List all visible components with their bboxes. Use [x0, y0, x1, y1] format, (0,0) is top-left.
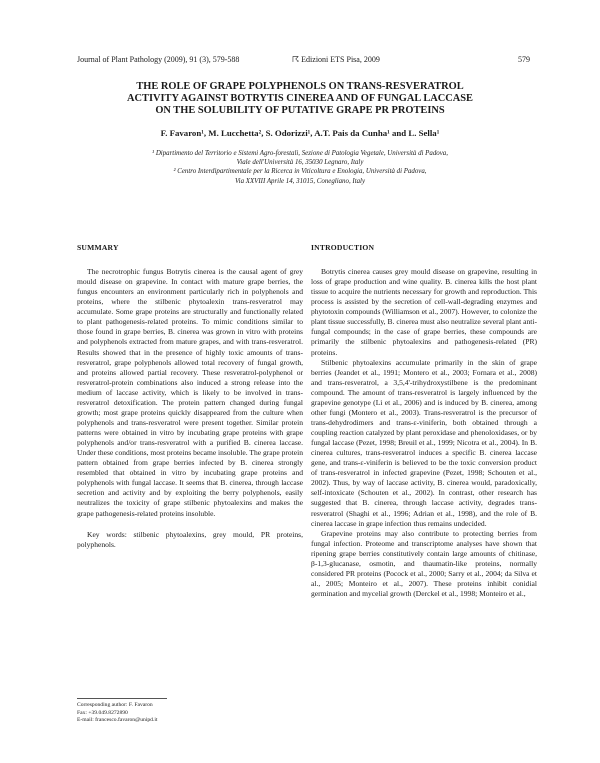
summary-heading: SUMMARY	[77, 243, 119, 252]
title-line: THE ROLE OF GRAPE POLYPHENOLS ON TRANS-RESVERATROL	[136, 81, 464, 92]
affiliations	[70, 149, 530, 186]
footnote-line: Fax: +39.049.8272890	[77, 709, 128, 716]
corresponding-author-footnote	[77, 702, 303, 725]
summary-column	[77, 243, 303, 550]
title-line: ACTIVITY AGAINST BOTRYTIS CINEREA AND OF FUNGAL LACCASE	[127, 93, 473, 105]
author-list: F. Favaron¹, M. Lucchetta², S. Odorizzi¹, A.T. Pais da Cunha¹ and L. Sella¹	[160, 128, 440, 138]
page-number: 579	[518, 55, 530, 64]
footnote-divider	[77, 698, 167, 699]
paper-title	[70, 81, 530, 118]
footnote-line: Corresponding author: F. Favaron	[77, 702, 153, 708]
intro-paragraph: Grapevine proteins may also contribute to protecting berries from fungal infection. Proteome and transcriptome analyses have shown that ripening grape berries constitutively contain large amounts of chitinase, β-1,3-glucanase, osmotin, and thaumatin-like proteins, normally considered PR proteins (Pocock et al., 2000; Sarry et al., 2004; da Silva et al., 2005; Monteiro et al., 2007). These proteins inhibit conidial germination and mycelial growth (Derckel et al., 1998; Monteiro et al.,	[311, 528, 537, 598]
affiliation-line: ¹ Dipartimento del Territorio e Sistemi Agro-forestali, Sezione di Patologia Vegetale, Università di Padova,	[152, 150, 448, 157]
introduction-column	[311, 243, 537, 599]
keywords: Key words: stilbenic phytoalexins, grey mould, PR proteins, polyphenols.	[77, 529, 303, 549]
intro-paragraph: Stilbenic phytoalexins accumulate primarily in the skin of grape berries (Jeandet et al., 1991; Montero et al., 2003; Fornara et al., 2008) and trans-resveratrol, a 3,5,4'-trihydroxystilbene is the predominant compound. The amount of trans-resveratrol is largely influenced by the grapevine genotype (Li et al., 2006) and is induced by B. cinerea, among other fungi (Montero et al., 2003). Trans-resveratrol is the precursor of trans-dehydrodimers and trans-ε-viniferin, both obtained through a coupling reaction catalyzed by plant peroxidase and phenoloxidases, or by fungal laccase (Pezet, 1998; Breuil et al., 1999; Nicotra et al., 2004). In B. cinerea cultures, trans-resveratrol induces a specific B. cinerea laccase gene, and trans-ε-viniferin is believed to be the toxic conversion product of trans-resveratrol in infected grapevine (Pezet, 1998; Schouten et al., 2002). Thus, by way of laccase activity, B. cinerea would, paradoxically, self-intoxicate (Schouten et al., 2002). In contrast, other research has suggested that B. cinerea, through laccase activity, degrades trans-resveratrol (Shaghi et al., 1996; Adrian et al., 1998), and the role of B. cinerea laccase in grape infection thus remains undecided.	[311, 357, 537, 528]
publisher-name: Edizioni ETS Pisa, 2009	[301, 55, 380, 64]
intro-paragraph: Botrytis cinerea causes grey mould disease on grapevine, resulting in loss of grape production and wine quality. B. cinerea kills the host plant tissue to acquire the nutrients necessary for growth and reproduction. This process is assisted by the secretion of cell-wall-degrading enzymes and phytotoxin compounds (Williamson et al., 2007). However, to colonize the plant tissue successfully, B. cinerea must also neutralize several plant anti-fungal compounds; in the case of grape berries, these compounds are primarily the stilbenic phytoalexins and pathogenesis-related (PR) proteins.	[311, 267, 537, 357]
affiliation-line: Viale dell'Università 16, 35030 Legnaro, Italy	[236, 159, 364, 167]
publisher-logo-icon: ☈	[292, 55, 300, 64]
affiliation-line: ² Centro Interdipartimentale per la Ricerca in Viticoltura e Enologia, Università di Padova,	[173, 168, 427, 176]
footnote-line: E-mail: francesco.favaron@unipd.it	[77, 717, 158, 724]
journal-citation: Journal of Plant Pathology (2009), 91 (3), 579-588	[77, 55, 240, 64]
summary-text: The necrotrophic fungus Botrytis cinerea is the causal agent of grey mould disease on grapevine. In contact with mature grape berries, the fungus encounters an environment particularly rich in polyphenols and proteins, where the stilbenic phytoalexin trans-resveratrol may accumulate. Some grape proteins are structurally and functionally related to plant pathogenesis-related proteins. To mimic conditions similar to those found in grape berries, B. cinerea was grown in vitro with proteins and polyphenols extracted from mature grapes, and with trans-resveratrol. Results showed that in the presence of highly toxic amounts of trans-resveratrol, grape polyphenols allowed total recovery of fungal growth, and proteins allowed partial recovery. These resveratrol-polyphenol or resveratrol-protein combinations also induced a strong release into the medium of laccase activity, which is likely to be involved in trans-resveratrol detoxification. The protein pattern changed during fungal growth; most grape proteins quickly disappeared from the culture when polyphenols and trans-resveratrol were present together. Similar protein patterns were obtained in vitro by incubating grape proteins with grape polyphenols and/or trans-resveratrol with a purified B. cinerea laccase. Under these conditions, most proteins became insoluble. The grape protein pattern obtained from grape berries infected by B. cinerea strongly resembled that obtained in vitro by incubating grape proteins and polyphenols with fungal laccase. It seems that B. cinerea, through laccase secretion and activity and by exploiting the berry polyphenols, easily neutralizes the toxicity of grape stilbenic phytoalexins and makes the grape pathogenesis-related proteins insoluble.	[77, 267, 304, 518]
title-line: ON THE SOLUBILITY OF PUTATIVE GRAPE PR PROTEINS	[155, 105, 445, 117]
affiliation-line: Via XXVIII Aprile 14, 31015, Conegliano, Italy	[234, 177, 366, 185]
introduction-heading: INTRODUCTION	[311, 243, 375, 252]
publisher-line	[292, 55, 380, 65]
